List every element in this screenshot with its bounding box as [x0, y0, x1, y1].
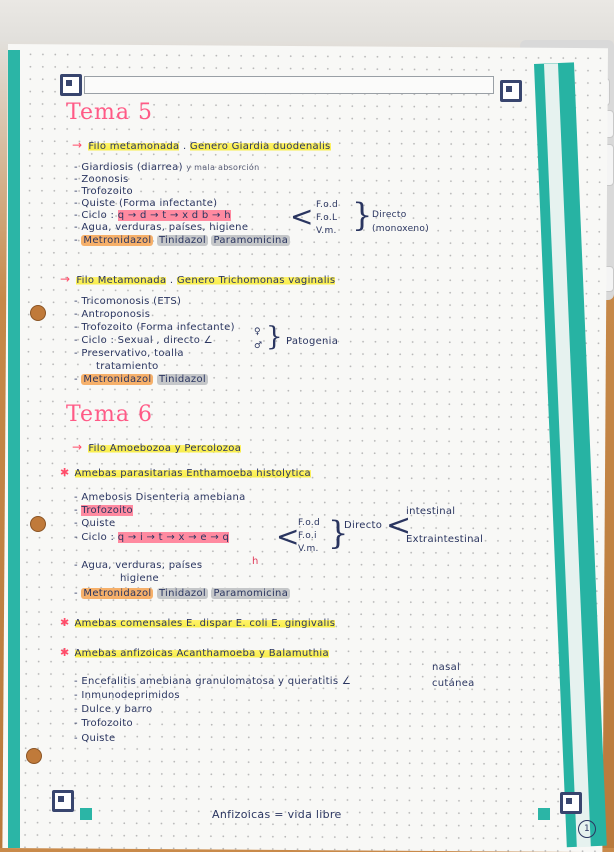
bracket-left: <	[386, 508, 412, 543]
tema6-line: - Amebosis Disenteria amebiana	[74, 492, 246, 503]
ciclo-type: Directo (monoxeno)	[372, 210, 430, 234]
corner-mark-icon	[560, 792, 582, 814]
bracket-left: <	[290, 200, 314, 233]
ciclo-option: V.m.	[316, 226, 337, 236]
tema5-heading-2: → Filo Metamonada . Genero Trichomonas vaginalis	[60, 272, 336, 286]
tema6-line: higiene	[120, 573, 159, 584]
tema5-treatment: - Metronidazol Tinidazol	[74, 374, 206, 385]
tema6-treatment: - Metronidazol Tinidazol Paramomicina	[74, 588, 289, 599]
corner-mark-icon	[60, 74, 82, 96]
tema6-line: - Agua, verduras, países	[74, 560, 203, 571]
bracket-right: }	[352, 196, 373, 234]
patogenia-label: Patogenia	[286, 336, 339, 347]
tema5-line: tratamiento	[96, 361, 159, 372]
tema6-line: - Quiste	[74, 518, 116, 529]
tema5-treatment: - Metronidazol Tinidazol Paramomicina	[74, 235, 289, 246]
tema5-line: - Trofozoito	[74, 186, 133, 197]
tema6-line: - Trofozoito	[74, 505, 133, 516]
title-box	[84, 76, 494, 94]
sex-male: ♂	[254, 341, 263, 351]
tema5-line: - Tricomonosis (ETS)	[74, 296, 182, 307]
tema5-line: - Zoonosis	[74, 174, 129, 185]
tema5-line: - Preservativo, toalla	[74, 348, 184, 359]
teal-square-icon	[80, 808, 92, 820]
tema5-line: - Agua, verduras, países, higiene	[74, 222, 249, 233]
corner-mark-icon	[52, 790, 74, 812]
tema6-ciclo: - Ciclo : q → i → t → x → e → q	[74, 532, 230, 543]
ciclo-option: F.o.L	[316, 213, 338, 223]
tema5-line: - Ciclo : Sexual , directo ∠	[74, 335, 213, 346]
tema5-ciclo: - Ciclo : q → d → t → x d b → h	[74, 210, 231, 221]
tema6-heading-1: → Filo Amoebozoa y Percolozoa	[72, 440, 242, 454]
bracket-left: <	[276, 520, 300, 553]
tema5-line: - Giardiosis (diarrea) y mala absorción	[74, 162, 260, 173]
tema6-title: Tema 6	[66, 402, 153, 427]
tema6-line: - Quiste	[74, 733, 116, 744]
ciclo-host: h	[252, 556, 259, 567]
tema6-heading-3: ✱ Amebas comensales E. dispar E. coli E. gingivalis	[60, 616, 336, 629]
ciclo-option: F.o.d	[298, 518, 321, 528]
tema6-line: - Dulce y barro	[74, 704, 153, 715]
teal-square-icon	[538, 808, 550, 820]
punch-hole	[30, 516, 46, 532]
sex-female: ♀	[254, 327, 261, 337]
queratitis-type: nasal	[432, 662, 461, 673]
tema6-line: - Inmunodeprimidos	[74, 690, 180, 701]
destino: intestinal	[406, 506, 456, 517]
tema6-heading-2: ✱ Amebas parasitarias Enthamoeba histolytica	[60, 466, 311, 479]
tema5-heading-1: → Filo metamonada . Genero Giardia duodenalis	[72, 138, 331, 152]
tema5-line: - Quiste (Forma infectante)	[74, 198, 218, 209]
destino: Extraintestinal	[406, 534, 484, 545]
tema5-line: - Antroponosis	[74, 309, 151, 320]
bracket-right: }	[266, 322, 283, 352]
ciclo-option: V.m.	[298, 544, 319, 554]
tema6-line: - Encefalitis amebiana granulomatosa y queratitis ∠	[74, 676, 352, 687]
ciclo-option: F.o.i	[298, 531, 317, 541]
punch-hole	[30, 305, 46, 321]
ciclo-option: F.o.d	[316, 200, 339, 210]
tema5-title: Tema 5	[66, 100, 153, 125]
tema6-line: - Trofozoito	[74, 718, 133, 729]
left-margin-band	[8, 50, 20, 848]
footer-note: Anfizoicas = vida libre	[212, 808, 342, 821]
page-number: 1	[578, 820, 596, 838]
punch-hole	[26, 748, 42, 764]
queratitis-type: cutánea	[432, 678, 475, 689]
tema6-heading-4: ✱ Amebas anfizoicas Acanthamoeba y Balamuthia	[60, 646, 329, 659]
ciclo-type: Directo	[344, 520, 383, 531]
tema5-line: - Trofozoito (Forma infectante)	[74, 322, 235, 333]
corner-mark-icon	[500, 80, 522, 102]
bracket-right: }	[328, 514, 349, 552]
